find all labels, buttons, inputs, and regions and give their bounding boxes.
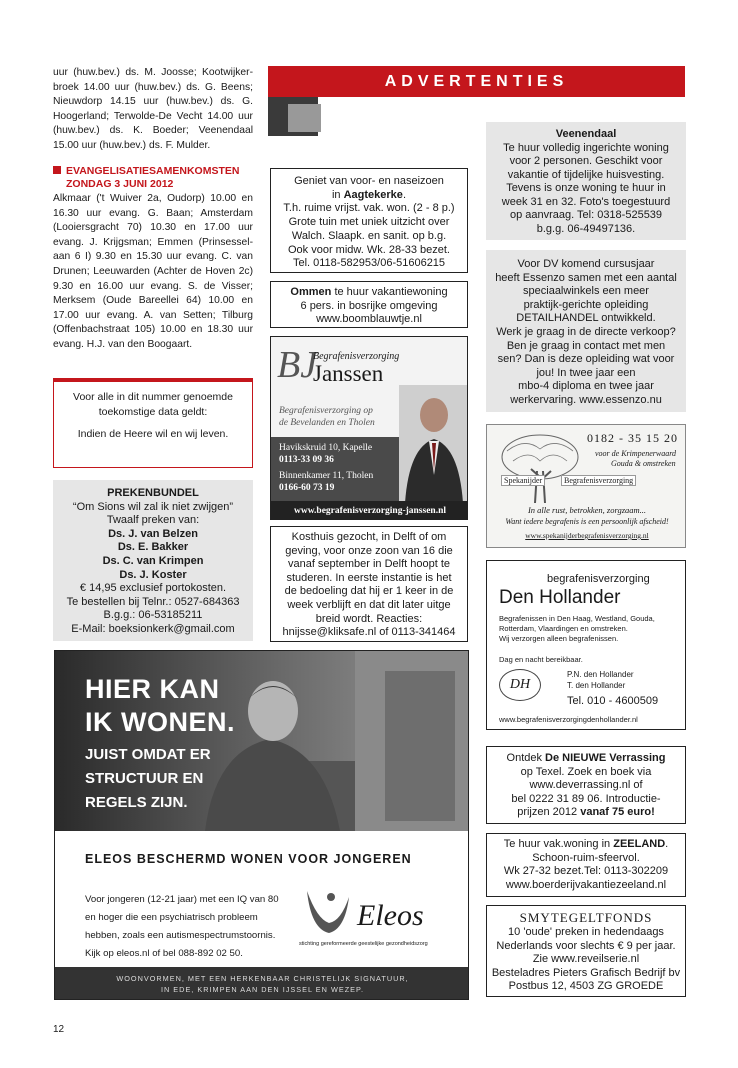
ad-aagtekerke: Geniet van voor- en naseizoen in Aagtekerke. T.h. ruime vrijst. vak. won. (2 - 8 p.) Grote tuin met uniek uitzicht over Walch. Slaapk. en sanit. op b.g. Ook voor midw. Wk. 28-33 bezet. Tel. 0118-582953/06-51606215 bbox=[270, 168, 468, 273]
prekenbundel-ad: PREKENBUNDEL “Om Sions wil zal ik niet zwijgen” Twaalf preken van: Ds. J. van Belzen Ds. E. Bakker Ds. C. van Krimpen Ds. J. Koster € 14,95 exclusief portokosten. Te bestellen bij Telnr.: 0527-684363 B.g.g.: 06-53185211 E-Mail: boeksionkerk@gmail.com bbox=[53, 480, 253, 641]
advertenties-header: ADVERTENTIES bbox=[268, 66, 685, 97]
ad-veenendaal: Veenendaal Te huur volledig ingerichte woning voor 2 personen. Geschikt voor vakantie of tijdelijke huisvesting. Tevens is onze woning te huur in week 31 en 32. Foto's toegestuurd op aanvraag. Tel: 0318-525539 b.g.g. 06-49497136. bbox=[486, 122, 686, 240]
eleos-swoosh-icon bbox=[301, 883, 351, 939]
janssen-website: www.begrafenisverzorging-janssen.nl bbox=[271, 501, 468, 520]
eleos-logo: Eleos bbox=[357, 899, 424, 932]
ad-zeeland: Te huur vak.woning in ZEELAND. Schoon-ruim-sfeervol. Wk 27-32 bezet.Tel: 0113-302209 www.boerderijvakantiezeeland.nl bbox=[486, 833, 686, 897]
ad-smytegeltfonds: SMYTEGELTFONDS 10 'oude' preken in hedendaags Nederlands voor slechts € 9 per jaar. Zie www.reveilserie.nl Besteladres Pieters Grafisch Bedrijf bv Postbus 12, 4503 ZG GROEDE bbox=[486, 905, 686, 997]
evangelisation-text: Alkmaar ('t Wuiver 2a, Oudorp) 10.00 en 16.30 uur evang. G. Baan; Amsterdam (Looiersgracht 70) 10.30 en 17.00 uur evang. J. Krijgsman; Emmen (Prinsesselaan 6 I) 9.30 en 15.30 uur evang. C. van Drunen; Leeuwarden (Achter de Hoven 2c) 9.30 en 16.00 uur evang. S. de Visser; Merksem (Oude Bareellei 64) 10.00 en 17.00 uur evang. A. van Setten; Tilburg (Offenbachstraat 105) 10.00 en 18.30 uur evang. H.J. van den Boogaart. bbox=[53, 193, 253, 350]
ad-ommen: Ommen te huur vakantiewoning 6 pers. in bosrijke omgeving www.boomblauwtje.nl bbox=[270, 281, 468, 328]
eleos-subline: JUIST OMDAT ER STRUCTUUR EN REGELS ZIJN. bbox=[85, 746, 211, 811]
ad-verrassing: Ontdek De NIEUWE Verrassing op Texel. Zoek en boek via www.deverrassing.nl of bel 0222 31 89 06. Introductie- prijzen 2012 vanaf 75 euro! bbox=[486, 746, 686, 824]
ad-den-hollander: begrafenisverzorging Den Hollander Begrafenissen in Den Haag, Westland, Gouda, Rotterdam, Vlaardingen en omstreken. Wij verzorgen alleen begrafenissen. Dag en nacht bereikbaar. DH P.N. den Hollander T. den Hollander Tel. 010 - 4600509 www.begrafenisverzorgingdenhollander.nl bbox=[486, 560, 686, 730]
eleos-section-title: ELEOS BESCHERMD WONEN VOOR JONGEREN bbox=[85, 852, 412, 866]
tree-icon bbox=[495, 431, 585, 509]
bullet-square-icon bbox=[53, 166, 61, 174]
header-decor-gray bbox=[288, 104, 321, 132]
page-number: 12 bbox=[53, 1024, 65, 1035]
ad-spekanijder: 0182 - 35 15 20 voor de Krimpenerwaard Gouda & omstreken Spekanijder Begrafenisverzorging In alle rust, betrokken, zorgzaam... Want iedere begrafenis is een persoonlijk afscheid! www.spekanijderbegrafenisverzorging.nl bbox=[486, 424, 686, 548]
notice-box: Voor alle in dit nummer genoemde toekomstige data geldt: Indien de Heere wil en wij leven. bbox=[53, 378, 253, 468]
schedule-intro-text: uur (huw.bev.) ds. M. Joosse; Kootwijkerbroek 14.00 uur (huw.bev.) ds. G. Beens; Nieuwdorp 14.15 uur (huw.bev.) ds. G. Hoogerland; Terwolde-De Vecht 14.00 uur (huw.bev.) ds. K. Boeder; Veenendaal 15.00 uur (huw.bev.) ds. F. Mulder. bbox=[53, 67, 253, 151]
eleos-headline: HIER KAN IK WONEN. bbox=[85, 674, 235, 737]
evangelisation-heading: EVANGELISATIESAMENKOMSTEN ZONDAG 3 JUNI 2012 bbox=[53, 165, 258, 191]
ad-eleos: HIER KAN IK WONEN. JUIST OMDAT ER STRUCTUUR EN REGELS ZIJN. ELEOS BESCHERMD WONEN VOOR JONGEREN Voor jongeren (12-21 jaar) met een IQ van 80 en hoger die een psychiatrisch probleem hebben, zoals een autismespectrumstoornis. Kijk op eleos.nl of bel 088-892 02 50. Eleos stichting gereformeerde geestelijke gezondheidszorg WOONVORMEN, MET EEN HERKENBAAR CHRISTELIJK SIGNATUUR, IN EDE, KRIMPEN AAN DEN IJSSEL EN WEZEP. bbox=[54, 650, 469, 1000]
portrait-photo bbox=[399, 385, 468, 503]
ad-kosthuis: Kosthuis gezocht, in Delft of om geving, voor onze zoon van 16 die vanaf september in Delft hoopt te studeren. In eerste instantie is het de bedoeling dat hij er 1 keer in de week verblijft en dat dit later uitge breid wordt. Reacties: hnijsse@kliksafe.nl of 0113-341464 bbox=[270, 526, 468, 642]
den-hollander-name: Den Hollander bbox=[499, 587, 621, 608]
ad-janssen: BJ Begrafenisverzorging Janssen Begrafenisverzorging op de Bevelanden en Tholen Havikskruid 10, Kapelle 0113-33 09 36 Binnenkamer 11, Tholen 0166-60 73 19 www.begrafenisverzorging-janssen.nl bbox=[270, 336, 468, 520]
ad-essenzo: Voor DV komend cursusjaar heeft Essenzo samen met een aantal speciaalwinkels een meer praktijk-gerichte opleiding DETAILHANDEL ontwikkeld. Werk je graag in de directe verkoop? Ben je graag in contact met men sen? Dan is deze opleiding wat voor jou! In twee jaar een mbo-4 diploma en twee jaar werkervaring. www.essenzo.nu bbox=[486, 250, 686, 412]
den-hollander-logo-icon: DH bbox=[499, 669, 541, 701]
eleos-footer: WOONVORMEN, MET EEN HERKENBAAR CHRISTELIJK SIGNATUUR, IN EDE, KRIMPEN AAN DEN IJSSEL EN WEZEP. bbox=[55, 967, 469, 1000]
janssen-contact-block: Havikskruid 10, Kapelle 0113-33 09 36 Binnenkamer 11, Tholen 0166-60 73 19 bbox=[271, 437, 411, 501]
janssen-logo-initials: BJ bbox=[277, 344, 318, 386]
janssen-logo-name: Janssen bbox=[313, 361, 384, 386]
eleos-body: Voor jongeren (12-21 jaar) met een IQ van 80 en hoger die een psychiatrisch probleem hebben, zoals een autismespectrumstoornis. Kijk op eleos.nl of bel 088-892 02 50. bbox=[85, 894, 279, 959]
